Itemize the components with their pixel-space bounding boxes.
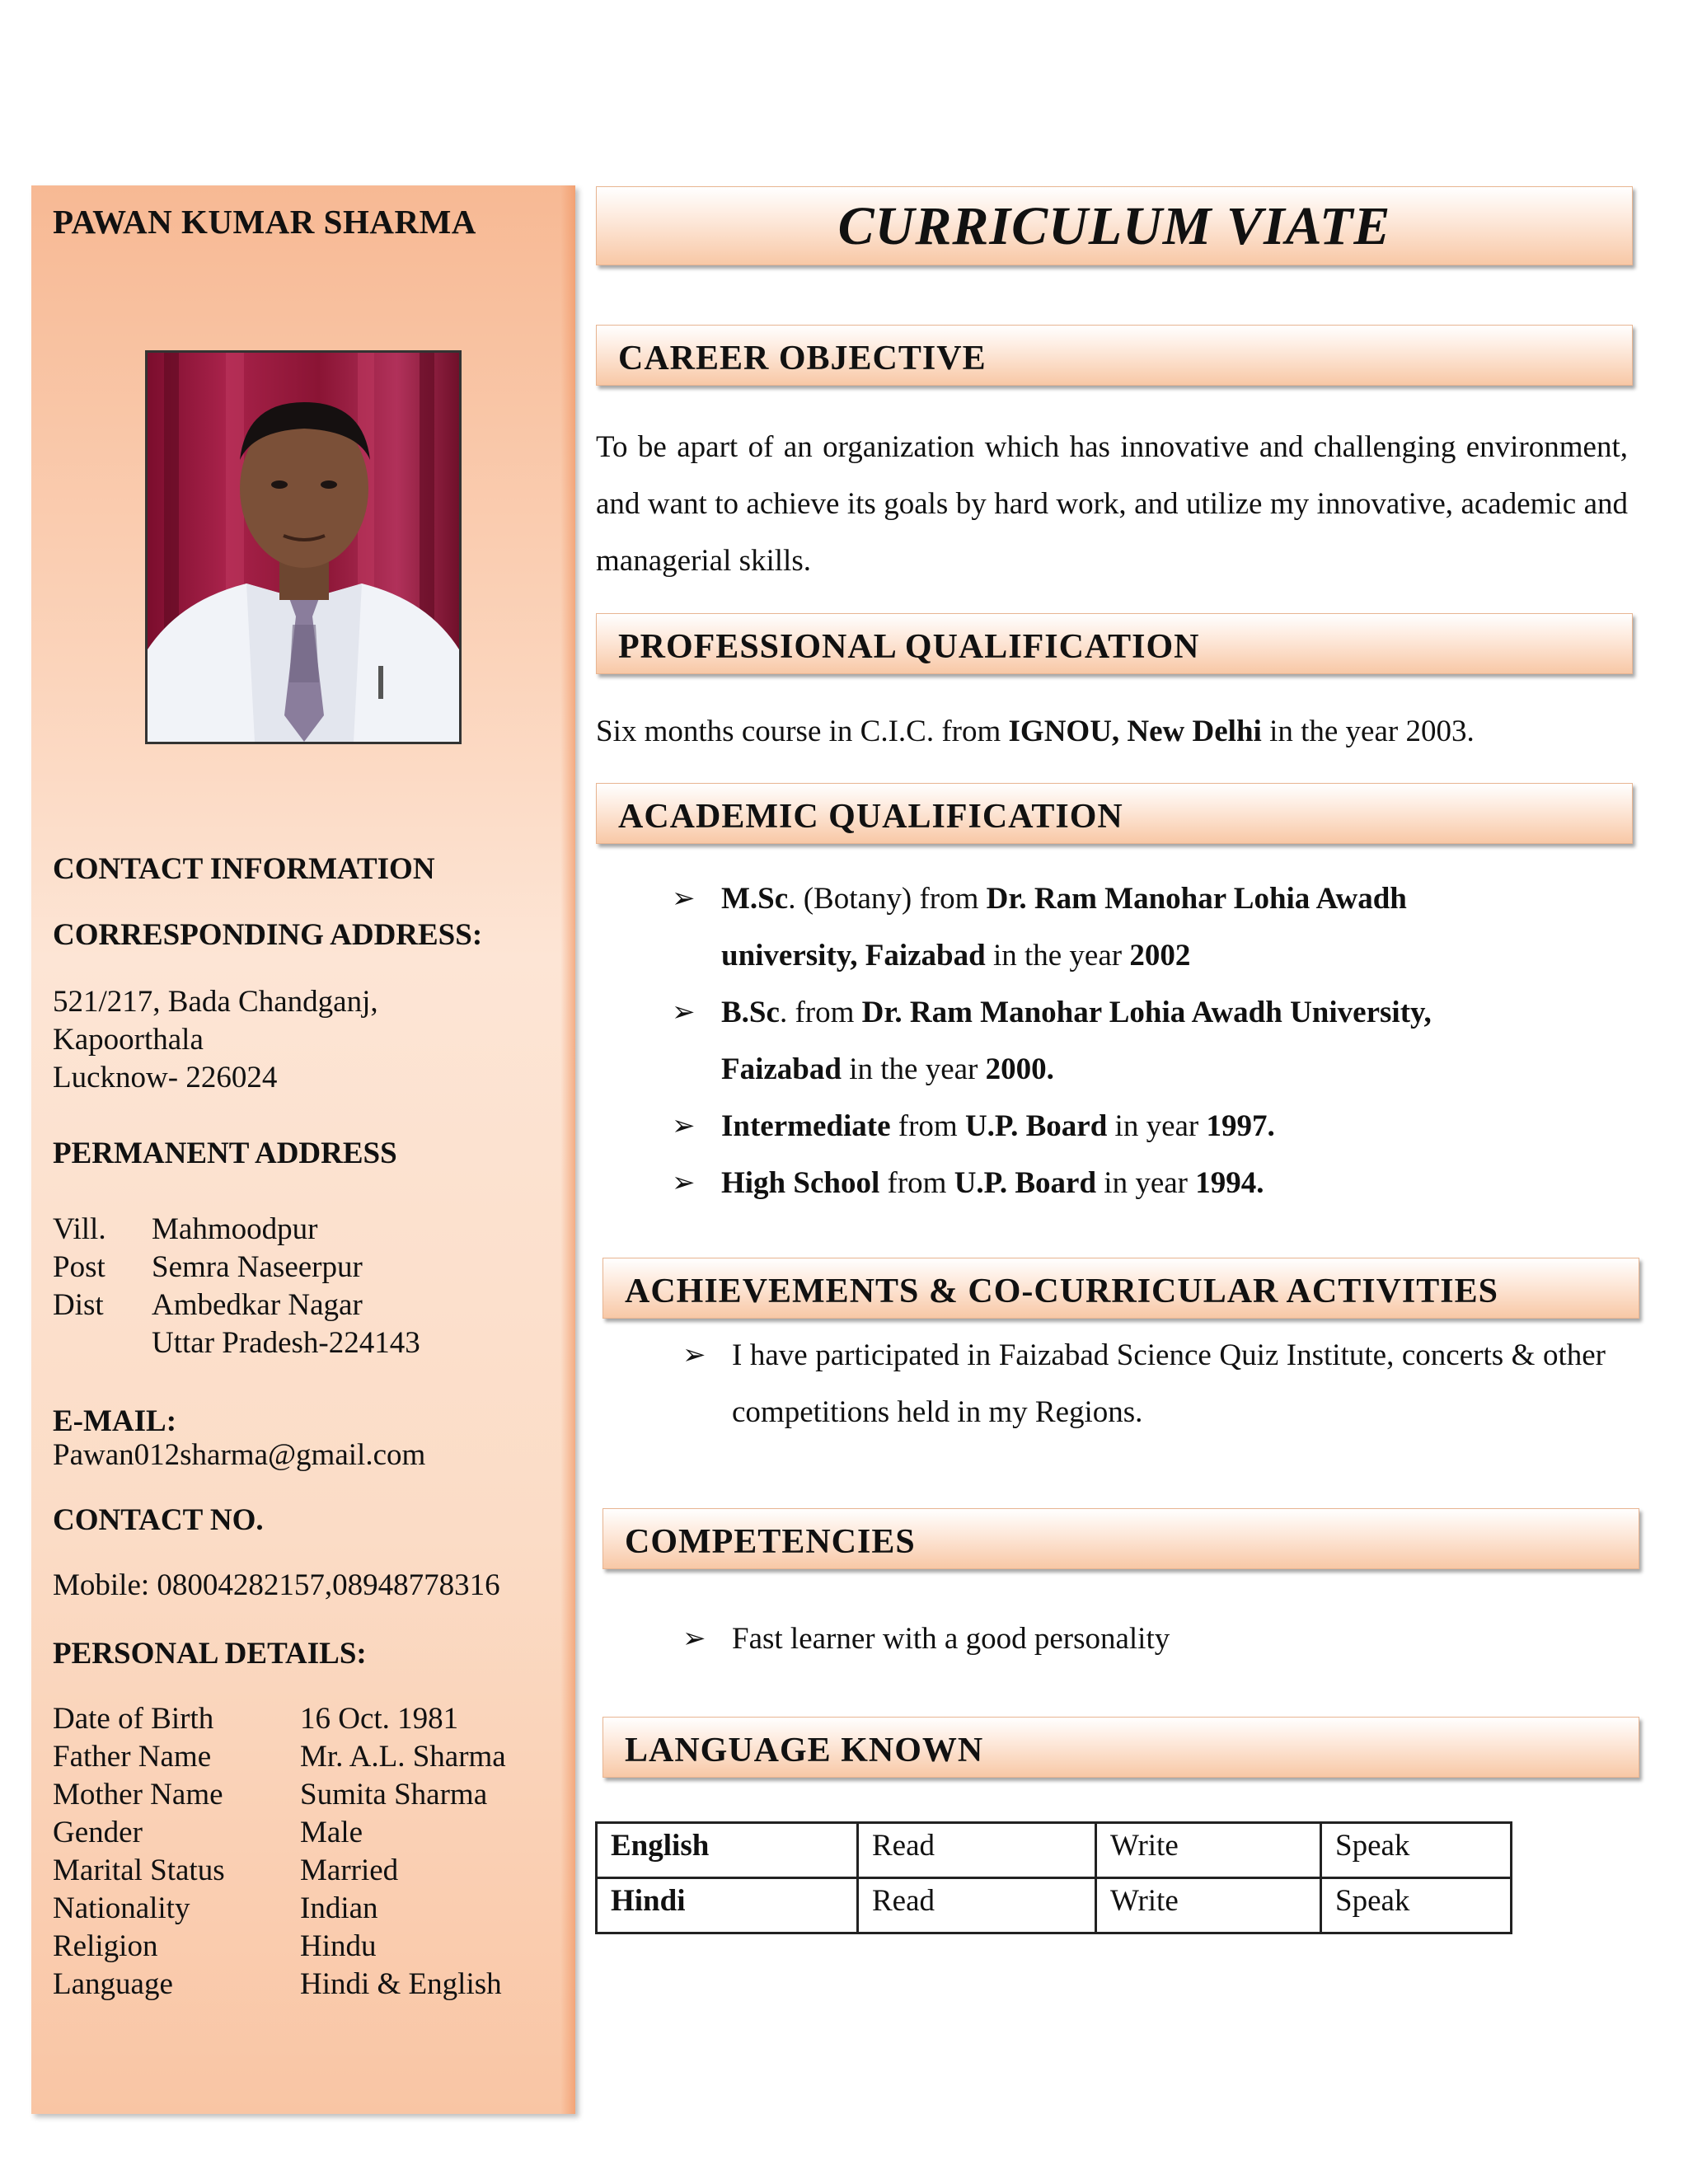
table-row — [597, 1878, 1512, 1933]
language-name: English — [597, 1823, 858, 1878]
table-cell: Write — [1096, 1878, 1321, 1933]
corresponding-address-heading: CORRESPONDING ADDRESS: — [53, 918, 483, 952]
table-cell: Speak — [1321, 1878, 1512, 1933]
competency-item: ➢ Fast learner with a good personality — [682, 1610, 1606, 1667]
table-cell: Write — [1096, 1823, 1321, 1878]
personal-details-heading: PERSONAL DETAILS: — [53, 1637, 367, 1671]
detail-value: Hindi & English — [300, 1967, 502, 2001]
professional-qualification-header — [596, 613, 1633, 674]
address-value: Mahmoodpur — [152, 1212, 318, 1246]
text-fragment: in the year 2003. — [1261, 715, 1475, 748]
address-line: 521/217, Bada Chandganj, — [53, 985, 378, 1019]
achievement-item: ➢ I have participated in Faizabad Science Quiz Institute, concerts & other competitions held in my Regions. — [682, 1327, 1606, 1441]
personal-details — [53, 1700, 564, 2013]
detail-key: Date of Birth — [53, 1702, 214, 1736]
academic-item: ➢ B.Sc. from Dr. Ram Manohar Lohia Awadh University, Faizabad in the year 2000. — [672, 984, 1496, 1098]
academic-qualification-list — [672, 870, 1496, 1212]
mobile-number: Mobile: 08004282157,08948778316 — [53, 1568, 500, 1602]
permanent-address-heading: PERMANENT ADDRESS — [53, 1137, 397, 1170]
competencies-header — [603, 1508, 1639, 1569]
career-objective-header — [596, 325, 1633, 386]
detail-value: Mr. A.L. Sharma — [300, 1740, 506, 1774]
academic-qualification-header — [596, 783, 1633, 844]
detail-key: Mother Name — [53, 1778, 223, 1811]
email-heading: E-MAIL: — [53, 1404, 177, 1438]
competencies-heading: COMPETENCIES — [625, 1523, 916, 1561]
permanent-address — [53, 1211, 547, 1367]
table-cell: Read — [858, 1878, 1096, 1933]
professional-qualification-text — [596, 703, 1628, 760]
cv-title: CURRICULUM VIATE — [837, 196, 1391, 256]
language-known-heading: LANGUAGE KNOWN — [625, 1732, 984, 1769]
achievements-header — [603, 1258, 1639, 1319]
detail-key: Religion — [53, 1929, 158, 1963]
email-value: Pawan012sharma@gmail.com — [53, 1438, 426, 1472]
achievements-list — [682, 1327, 1606, 1441]
achievements-heading: ACHIEVEMENTS & CO-CURRICULAR ACTIVITIES — [625, 1272, 1498, 1310]
contact-no-heading: CONTACT NO. — [53, 1503, 264, 1537]
table-row — [597, 1823, 1512, 1878]
academic-item: ➢ Intermediate from U.P. Board in year 1997. — [672, 1098, 1496, 1155]
address-key: Vill. — [53, 1212, 106, 1246]
detail-value: Sumita Sharma — [300, 1778, 488, 1811]
candidate-name: PAWAN KUMAR SHARMA — [53, 203, 476, 241]
corresponding-address — [53, 983, 378, 1097]
career-objective-text: To be apart of an organization which has innovative and challenging environment, and want to achieve its goals by hard work, and utilize my innovative, academic and managerial skills. — [596, 430, 1628, 578]
competencies-list — [682, 1610, 1606, 1667]
language-name: Hindi — [597, 1878, 858, 1933]
language-known-header — [603, 1717, 1639, 1778]
career-objective-heading: CAREER OBJECTIVE — [618, 340, 987, 377]
address-value: Ambedkar Nagar — [152, 1288, 363, 1322]
cv-title-banner — [596, 186, 1633, 265]
language-table — [595, 1821, 1512, 1934]
address-key: Dist — [53, 1288, 104, 1322]
professional-qualification-heading: PROFESSIONAL QUALIFICATION — [618, 628, 1200, 666]
contact-information-heading: CONTACT INFORMATION — [53, 852, 435, 886]
detail-key: Marital Status — [53, 1854, 225, 1887]
profile-photo — [145, 350, 462, 744]
address-key: Post — [53, 1250, 106, 1284]
address-value: Semra Naseerpur — [152, 1250, 363, 1284]
detail-key: Gender — [53, 1816, 143, 1849]
address-value: Uttar Pradesh-224143 — [152, 1326, 420, 1360]
detail-key: Nationality — [53, 1891, 190, 1925]
address-line: Kapoorthala — [53, 1023, 204, 1057]
address-line: Lucknow- 226024 — [53, 1061, 278, 1094]
detail-key: Father Name — [53, 1740, 212, 1774]
text-fragment: Six months course in C.I.C. from — [596, 715, 1009, 748]
detail-value: Hindu — [300, 1929, 377, 1963]
table-cell: Read — [858, 1823, 1096, 1878]
profile-photo-image — [148, 353, 459, 742]
detail-value: Indian — [300, 1891, 378, 1925]
sidebar — [31, 185, 575, 2114]
detail-value: 16 Oct. 1981 — [300, 1702, 459, 1736]
detail-value: Male — [300, 1816, 363, 1849]
detail-key: Language — [53, 1967, 173, 2001]
institute-name: IGNOU, New Delhi — [1008, 715, 1262, 748]
academic-item: ➢ M.Sc. (Botany) from Dr. Ram Manohar Lohia Awadh university, Faizabad in the year 2002 — [672, 870, 1496, 984]
academic-qualification-heading: ACADEMIC QUALIFICATION — [618, 798, 1123, 836]
table-cell: Speak — [1321, 1823, 1512, 1878]
detail-value: Married — [300, 1854, 399, 1887]
academic-item: ➢ High School from U.P. Board in year 1994. — [672, 1155, 1496, 1212]
